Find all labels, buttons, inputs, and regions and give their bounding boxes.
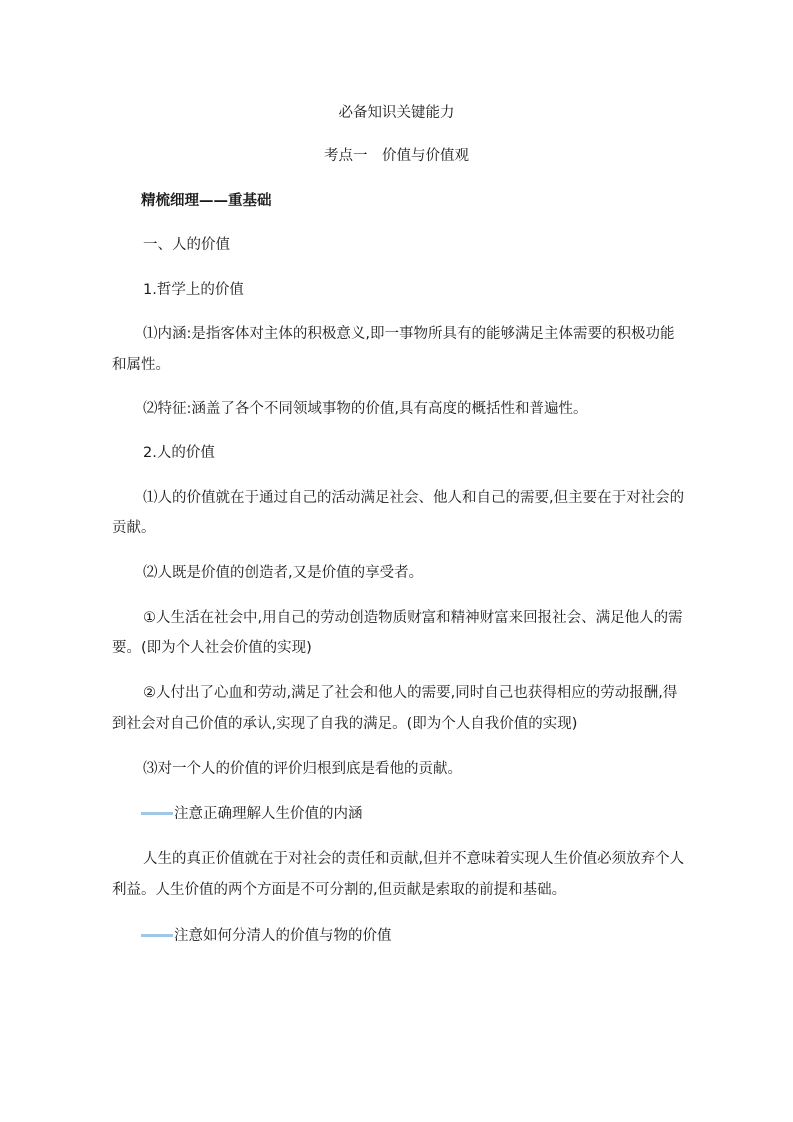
note2 <box>141 926 392 946</box>
item2-circled2-line2: 到社会对自己价值的承认,实现了自我的满足。(即为个人自我价值的实现) <box>112 716 578 732</box>
item2-circled2-line1: ②人付出了心血和劳动,满足了社会和他人的需要,同时自己也获得相应的劳动报酬,得 <box>143 685 678 701</box>
note-marker-icon <box>141 812 173 815</box>
item2-paragraph2: ⑵人既是价值的创造者,又是价值的享受者。 <box>143 565 424 581</box>
item1-heading: 1.哲学上的价值 <box>143 282 244 298</box>
note1 <box>141 804 363 824</box>
item2-heading: 2.人的价值 <box>143 445 215 461</box>
note2-label: 注意如何分清人的价值与物的价值 <box>174 928 392 944</box>
item1-paragraph1-line1: ⑴内涵:是指客体对主体的积极意义,即一事物所具有的能够满足主体需要的积极功能 <box>143 326 675 342</box>
note1-text-line2: 利益。人生价值的两个方面是不可分割的,但贡献是索取的前提和基础。 <box>112 882 567 898</box>
note1-label: 注意正确理解人生价值的内涵 <box>174 806 363 822</box>
item1-paragraph1-line2: 和属性。 <box>112 357 170 373</box>
item2-paragraph3: ⑶对一个人的价值的评价归根到底是看他的贡献。 <box>143 761 462 777</box>
note1-text-line1: 人生的真正价值就在于对社会的责任和贡献,但并不意味着实现人生价值必须放弃个人 <box>143 851 685 867</box>
page-subtitle: 考点一 价值与价值观 <box>324 148 469 164</box>
note-marker-icon <box>141 934 173 937</box>
item2-circled1-line1: ①人生活在社会中,用自己的劳动创造物质财富和精神财富来回报社会、满足他人的需 <box>143 610 683 626</box>
item2-paragraph1-line1: ⑴人的价值就在于通过自己的活动满足社会、他人和自己的需要,但主要在于对社会的 <box>143 490 685 506</box>
part-heading: 一、人的价值 <box>143 237 230 253</box>
item2-paragraph1-line2: 贡献。 <box>112 520 156 536</box>
item2-circled1-line2: 要。(即为个人社会价值的实现) <box>112 640 312 656</box>
section-heading: 精梳细理——重基础 <box>141 193 272 209</box>
page-title: 必备知识关键能力 <box>338 105 455 121</box>
item1-paragraph2: ⑵特征:涵盖了各个不同领域事物的价值,具有高度的概括性和普遍性。 <box>143 401 588 417</box>
